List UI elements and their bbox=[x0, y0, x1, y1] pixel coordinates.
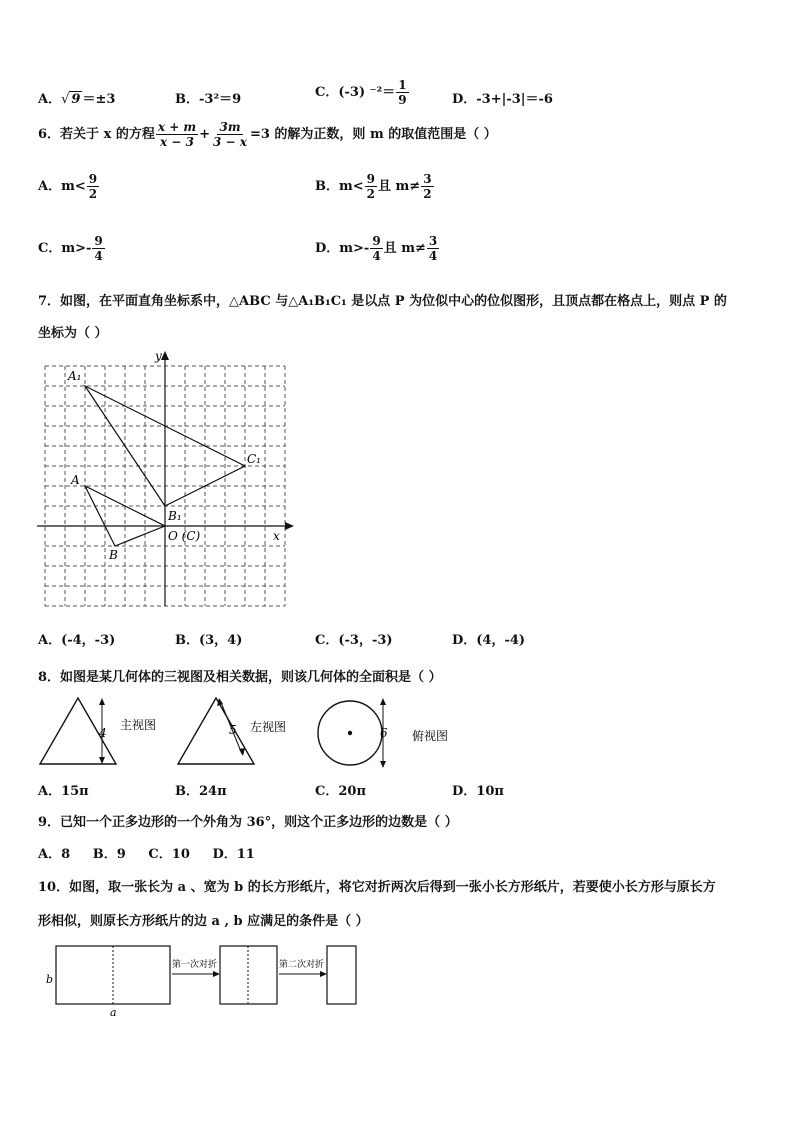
frac-den: 2 bbox=[366, 187, 375, 201]
front-view-label: 主视图 bbox=[120, 718, 157, 732]
q6-b-frac2 bbox=[421, 172, 433, 201]
q6-b-mid: 且 m≠ bbox=[378, 179, 421, 194]
q6-option-a bbox=[38, 172, 100, 201]
q5-option-b bbox=[175, 88, 241, 107]
q6-d-mid: 且 m≠ bbox=[383, 241, 426, 256]
frac-den: 9 bbox=[398, 93, 407, 107]
frac-den: 4 bbox=[372, 249, 381, 263]
dim-arrow-down bbox=[380, 761, 386, 768]
frac-den: 2 bbox=[423, 187, 432, 201]
q6-option-b bbox=[315, 172, 435, 201]
q5-option-c bbox=[315, 78, 410, 107]
dim-arrow-up bbox=[99, 698, 105, 705]
q6-option-c bbox=[38, 234, 106, 263]
y-axis-arrow bbox=[161, 351, 169, 360]
q7-option-b: B．(3，4) bbox=[175, 633, 243, 648]
q8-option-c: C．20π bbox=[315, 784, 366, 799]
side-dim-label: 5 bbox=[229, 723, 237, 737]
label-a: A bbox=[71, 473, 80, 487]
side-view-label: 左视图 bbox=[250, 720, 287, 734]
label-b: B bbox=[109, 548, 118, 562]
q7-option-c: C．(-3，-3) bbox=[315, 633, 393, 648]
frac-num: 3 bbox=[423, 172, 432, 186]
q6-frac2 bbox=[211, 120, 249, 149]
dim-arrow-down bbox=[99, 757, 105, 764]
q5-b-label: B． bbox=[175, 92, 199, 107]
q7-coordinate-grid-figure bbox=[30, 346, 310, 614]
frac-den: 4 bbox=[94, 249, 103, 263]
frac-den: 4 bbox=[428, 249, 438, 263]
sqrt-radicand: 9 bbox=[71, 92, 81, 107]
frac-num: 9 bbox=[372, 234, 381, 248]
label-b1: B₁ bbox=[168, 509, 182, 523]
q8-stem: 8．如图是某几何体的三视图及相关数据，则该几何体的全面积是（ ） bbox=[38, 670, 442, 685]
q6-c-frac bbox=[92, 234, 104, 263]
q6-suffix: =3 的解为正数，则 m 的取值范围是（ ） bbox=[249, 127, 497, 142]
q5-a-rest: ＝±3 bbox=[82, 92, 116, 107]
q6-option-d bbox=[315, 234, 440, 263]
arrow-head bbox=[320, 971, 327, 977]
q5-d-text: -3+|-3|＝-6 bbox=[476, 92, 553, 107]
q6-prefix: 6．若关于 x 的方程 bbox=[38, 127, 155, 142]
q6-frac1 bbox=[156, 120, 198, 149]
q10-folding-figure bbox=[40, 940, 370, 1020]
q5-a-label: A． bbox=[38, 92, 62, 107]
q8-option-d: D．10π bbox=[452, 784, 504, 799]
q10-stem-line1: 10．如图，取一张长为 a 、宽为 b 的长方形纸片，将它对折两次后得到一张小长方形纸片，若要使小长方形与原长方 bbox=[38, 880, 716, 895]
q6-d-frac bbox=[370, 234, 382, 263]
q8-option-a: A．15π bbox=[38, 784, 89, 799]
x-axis-arrow bbox=[285, 522, 294, 530]
q5-d-label: D． bbox=[452, 92, 477, 107]
q6-d-label: D．m>- bbox=[315, 241, 370, 256]
q7-stem-line2: 坐标为（ ） bbox=[38, 326, 108, 341]
frac-num: x + m bbox=[157, 120, 197, 134]
q8-three-views-figure bbox=[30, 690, 460, 770]
q6-a-label: A．m< bbox=[38, 179, 86, 194]
q5-b-text: -3²＝9 bbox=[199, 92, 242, 107]
label-a1: A₁ bbox=[68, 369, 82, 383]
x-axis-label: x bbox=[273, 529, 280, 543]
top-view-center bbox=[348, 731, 352, 735]
q5-c-label: C． bbox=[315, 85, 339, 100]
plus-sign: + bbox=[199, 127, 211, 142]
q6-b-label: B．m< bbox=[315, 179, 364, 194]
top-view-label: 俯视图 bbox=[412, 729, 449, 743]
frac-num: 3m bbox=[219, 120, 241, 134]
frac-num: 9 bbox=[366, 172, 375, 186]
q8-option-b: B．24π bbox=[175, 784, 227, 799]
label-c1: C₁ bbox=[247, 452, 261, 466]
sqrt-sign: √ bbox=[61, 92, 70, 107]
frac-num: 9 bbox=[88, 172, 98, 186]
fold2-label: 第二次对折 bbox=[279, 960, 325, 970]
q5-option-a bbox=[38, 88, 115, 107]
frac-den: 2 bbox=[88, 187, 98, 201]
top-dim-label: 6 bbox=[380, 726, 388, 740]
front-dim-label: 4 bbox=[99, 726, 107, 740]
frac-den: x − 3 bbox=[160, 135, 194, 149]
q7-option-a: A．(-4，-3) bbox=[38, 633, 116, 648]
q9-stem: 9．已知一个正多边形的一个外角为 36°，则这个正多边形的边数是（ ） bbox=[38, 815, 458, 830]
dim-arrow-up bbox=[380, 698, 386, 705]
frac-num: 1 bbox=[398, 78, 407, 92]
q5-c-text: (-3) ⁻²＝ bbox=[338, 85, 396, 100]
q6-b-frac bbox=[365, 172, 377, 201]
q6-a-frac bbox=[87, 172, 99, 201]
fold1-label: 第一次对折 bbox=[172, 960, 218, 970]
frac-den: 3 − x bbox=[213, 135, 247, 149]
q9-options: A．8 B．9 C．10 D．11 bbox=[38, 847, 255, 862]
q5-c-fraction bbox=[396, 78, 408, 107]
y-axis-label: y bbox=[155, 349, 162, 363]
frac-num: 9 bbox=[94, 234, 103, 248]
label-origin: O (C) bbox=[168, 529, 201, 543]
label-a: a bbox=[110, 1006, 117, 1019]
q10-stem-line2: 形相似，则原长方形纸片的边 a , b 应满足的条件是（ ） bbox=[38, 914, 369, 929]
arrow-head bbox=[213, 971, 220, 977]
q7-option-d: D．(4，-4) bbox=[452, 633, 526, 648]
q6-stem bbox=[38, 120, 497, 149]
q5-option-d bbox=[452, 88, 553, 107]
label-b: b bbox=[46, 973, 54, 986]
frac-num: 3 bbox=[428, 234, 438, 248]
quarter-rectangle bbox=[327, 946, 356, 1004]
q7-stem-line1: 7．如图，在平面直角坐标系中，△ABC 与△A₁B₁C₁ 是以点 P 为位似中心的位似图形，且顶点都在格点上，则点 P 的 bbox=[38, 294, 727, 309]
q6-c-label: C．m>- bbox=[38, 241, 92, 256]
q6-d-frac2 bbox=[427, 234, 439, 263]
dim-arrow-down bbox=[239, 748, 245, 756]
